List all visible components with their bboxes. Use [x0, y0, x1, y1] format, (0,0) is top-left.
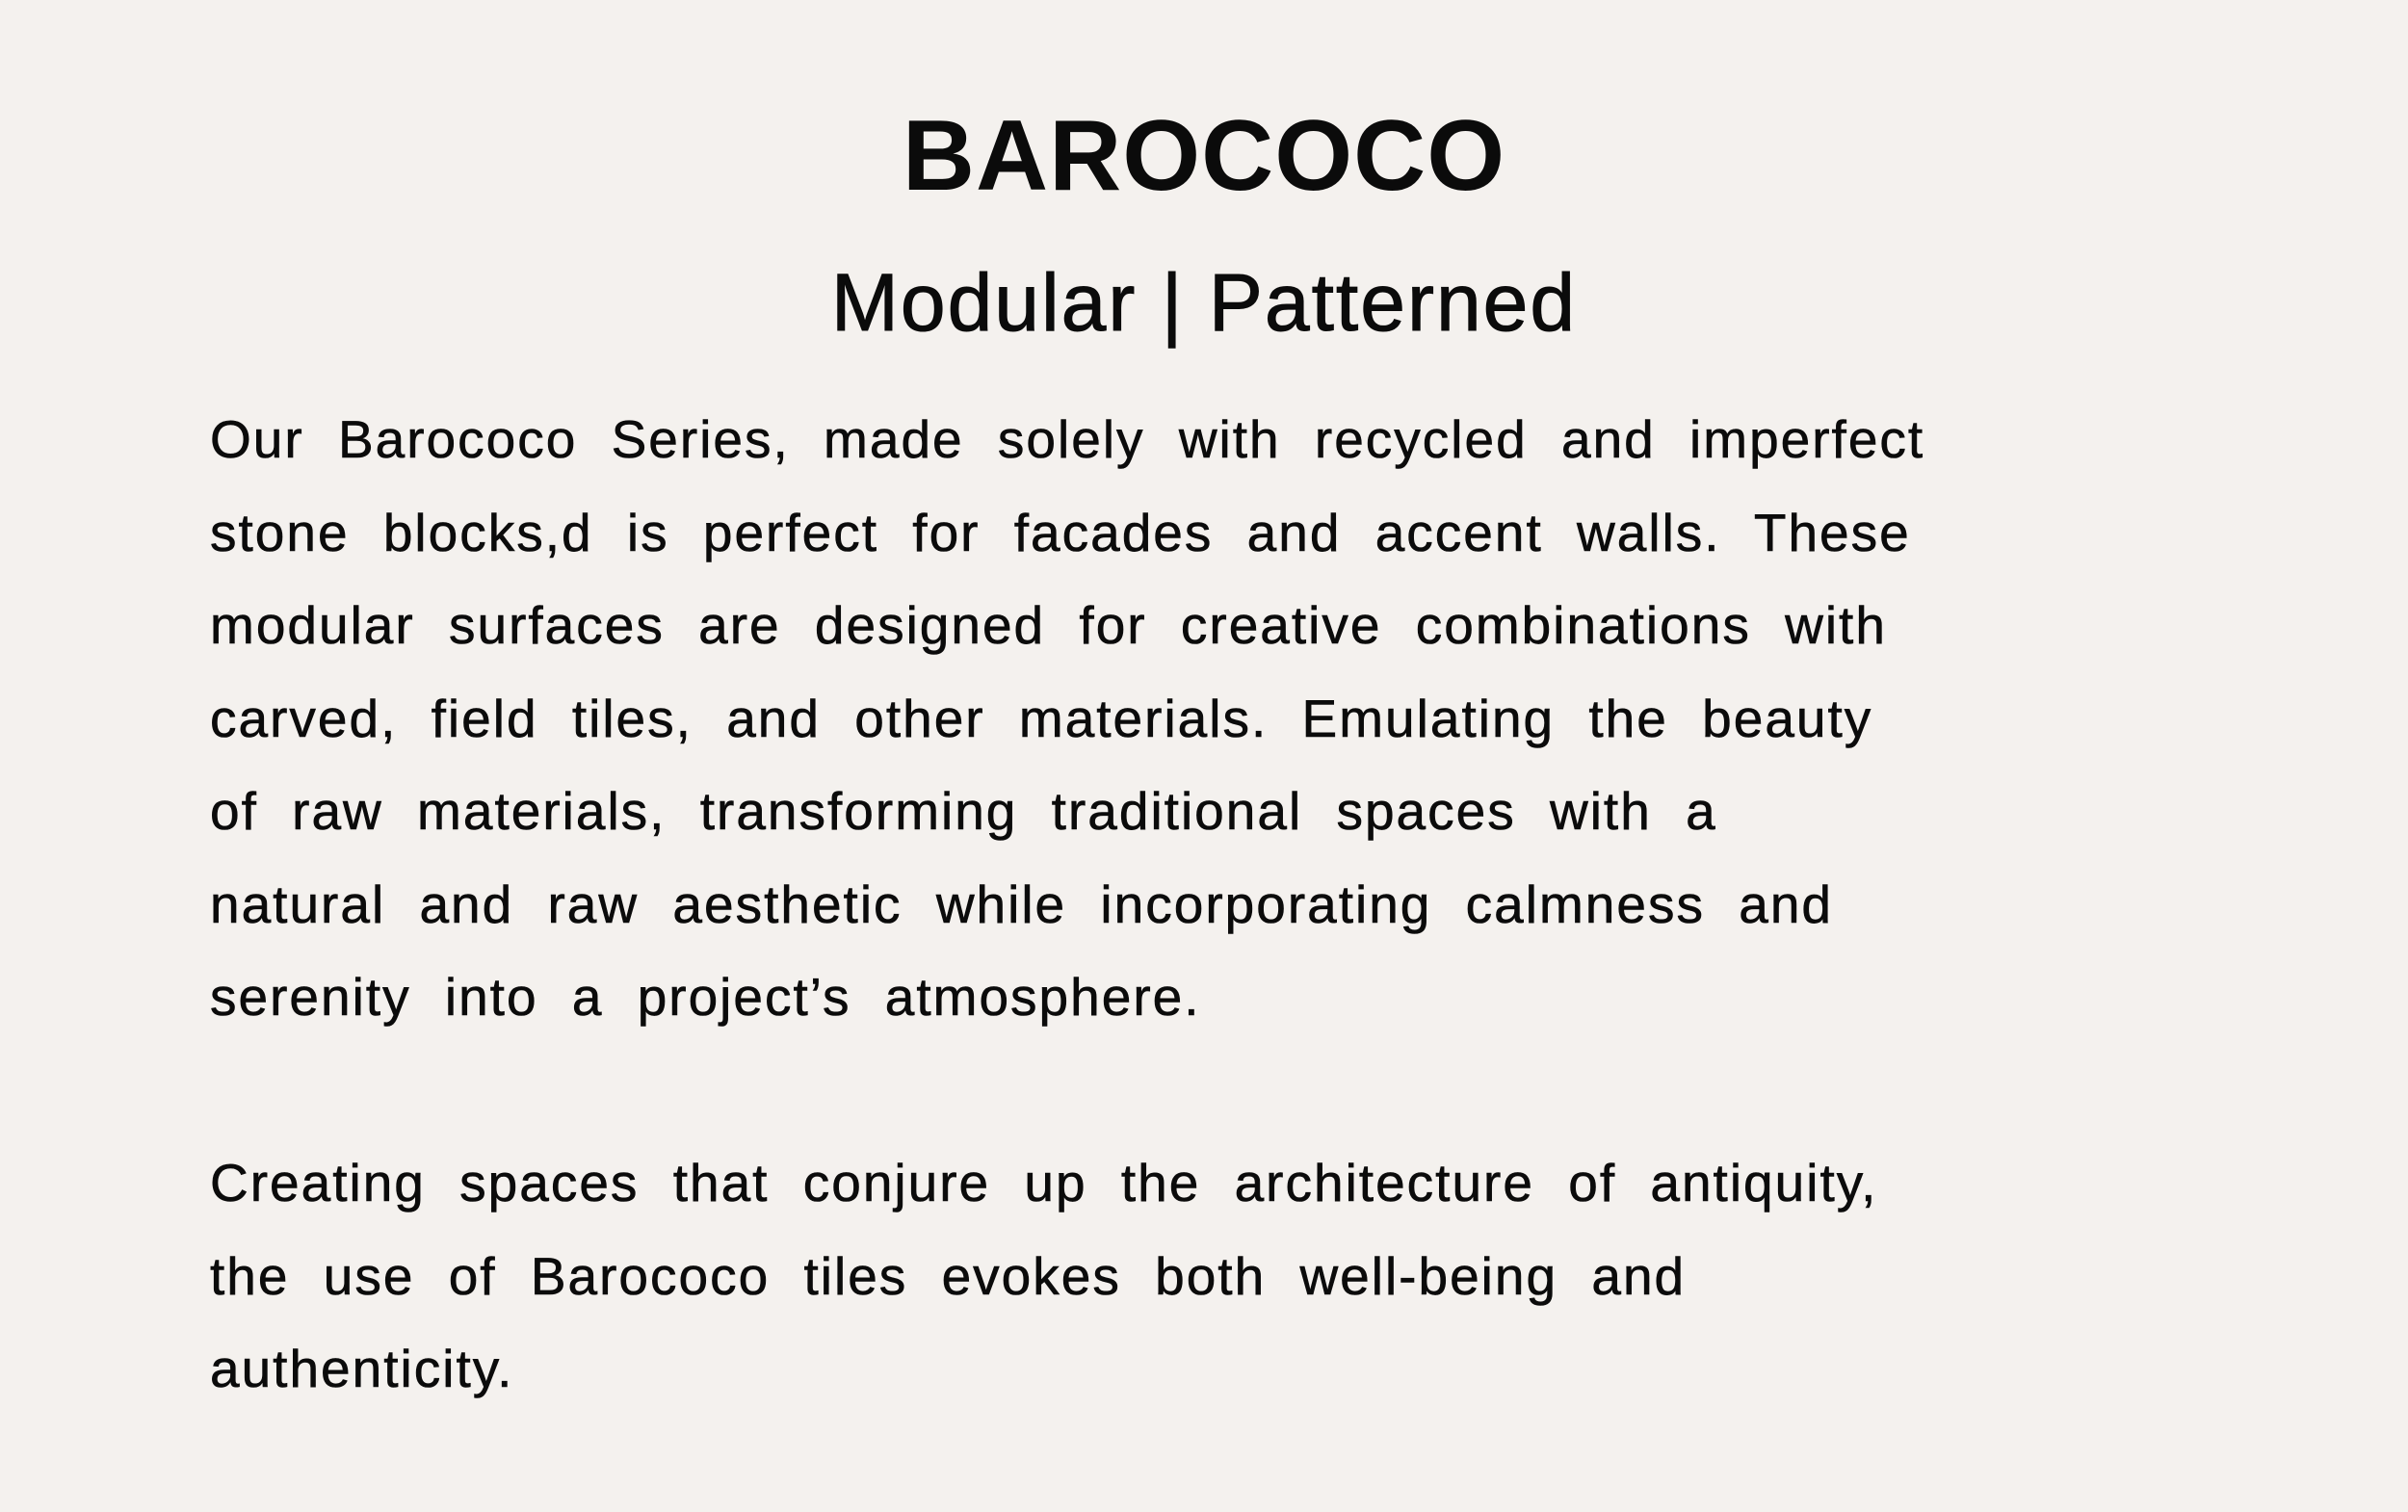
paragraph-line: Our Barococo Series, made solely with recycled and imperfect	[210, 409, 1925, 469]
paragraph-line: carved, field tiles, and other materials. Emulating the beauty	[210, 688, 1873, 748]
paragraph-line: of raw materials, transforming traditional spaces with a	[210, 781, 1717, 841]
paragraph-line: stone blocks,d is perfect for facades and accent walls. These	[210, 502, 1911, 562]
paragraph-line: Creating spaces that conjure up the architecture of antiquity,	[210, 1153, 1878, 1212]
description-paragraph	[210, 393, 1924, 1044]
page-title: BAROCOCO	[902, 100, 1506, 212]
paragraph-line: modular surfaces are designed for creative combinations with	[210, 595, 1887, 655]
paragraph-line: natural and raw aesthetic while incorporating calmness and	[210, 873, 1834, 934]
paragraph-line: authenticity.	[210, 1339, 514, 1398]
closing-paragraph	[210, 1136, 1877, 1416]
page-subtitle: Modular | Patterned	[830, 257, 1578, 348]
paragraph-line: serenity into a project’s atmosphere.	[210, 967, 1201, 1027]
paragraph-line: the use of Barococo tiles evokes both well-being and	[210, 1245, 1687, 1306]
